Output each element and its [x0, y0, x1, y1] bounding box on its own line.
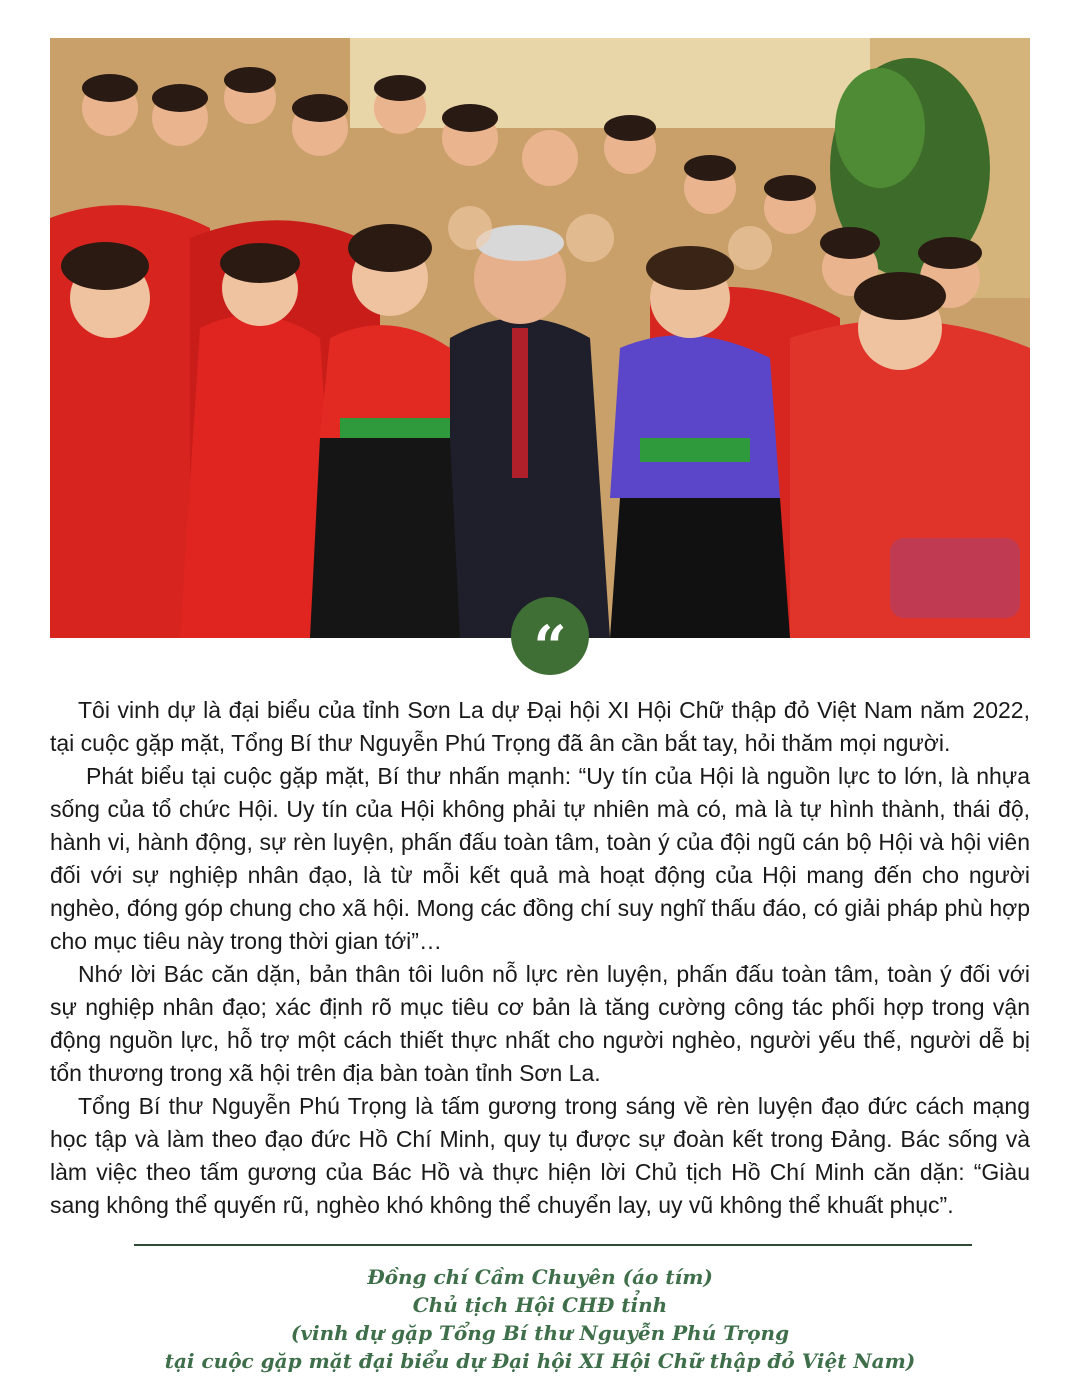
group-photo-icon: [50, 38, 1030, 638]
photo-caption: [50, 1263, 1030, 1375]
caption-line-1: Đồng chí Cầm Chuyên (áo tím): [367, 1265, 713, 1289]
paragraph-3: Nhớ lời Bác căn dặn, bản thân tôi luôn nỗ lực rèn luyện, phấn đấu toàn tâm, toàn ý đối với sự nghiệp nhân đạo; xác định rõ mục tiêu cơ bản là tăng cường công tác phối hợp trong vận động nguồn lực, hỗ trợ một cách thiết thực nhất cho người nghèo, người yếu thế, người dễ bị tổn thương trong xã hội trên địa bàn toàn tỉnh Sơn La.: [50, 961, 1030, 1086]
quote-badge: [511, 597, 589, 681]
article-body: [50, 694, 1030, 1222]
caption-divider: [134, 1244, 972, 1246]
caption-line-4: tại cuộc gặp mặt đại biểu dự Đại hội XI Hội Chữ thập đỏ Việt Nam): [164, 1349, 916, 1373]
group-photo: [50, 38, 1030, 638]
paragraph-4: Tổng Bí thư Nguyễn Phú Trọng là tấm gương trong sáng về rèn luyện đạo đức cách mạng học tập và làm theo đạo đức Hồ Chí Minh, quy tụ được sự đoàn kết trong Đảng. Bác sống và làm việc theo tấm gương của Bác Hồ và thực hiện lời Chủ tịch Hồ Chí Minh căn dặn: “Giàu sang không thể quyến rũ, nghèo khó không thể chuyển lay, uy vũ không thể khuất phục”.: [50, 1093, 1030, 1218]
caption-line-2: Chủ tịch Hội CHĐ tỉnh: [412, 1293, 668, 1317]
paragraph-2: Phát biểu tại cuộc gặp mặt, Bí thư nhấn mạnh: “Uy tín của Hội là nguồn lực to lớn, là nhựa sống của tổ chức Hội. Uy tín của Hội không phải tự nhiên mà có, mà là tự hình thành, thái độ, hành vi, hành động, sự rèn luyện, phấn đấu toàn tâm, toàn ý của đội ngũ cán bộ Hội và hội viên đối với sự nghiệp nhân đạo, là từ mỗi kết quả mà hoạt động của Hội mang đến cho người nghèo, đóng góp chung cho xã hội. Mong các đồng chí suy nghĩ thấu đáo, có giải pháp phù hợp cho mục tiêu này trong thời gian tới”…: [50, 763, 1030, 954]
paragraph-1: Tôi vinh dự là đại biểu của tỉnh Sơn La dự Đại hội XI Hội Chữ thập đỏ Việt Nam năm 2022, tại cuộc gặp mặt, Tổng Bí thư Nguyễn Phú Trọng đã ân cần bắt tay, hỏi thăm mọi người.: [50, 697, 1030, 756]
quote-mark-icon: “: [533, 613, 567, 681]
caption-line-3: (vinh dự gặp Tổng Bí thư Nguyễn Phú Trọng: [290, 1321, 790, 1345]
